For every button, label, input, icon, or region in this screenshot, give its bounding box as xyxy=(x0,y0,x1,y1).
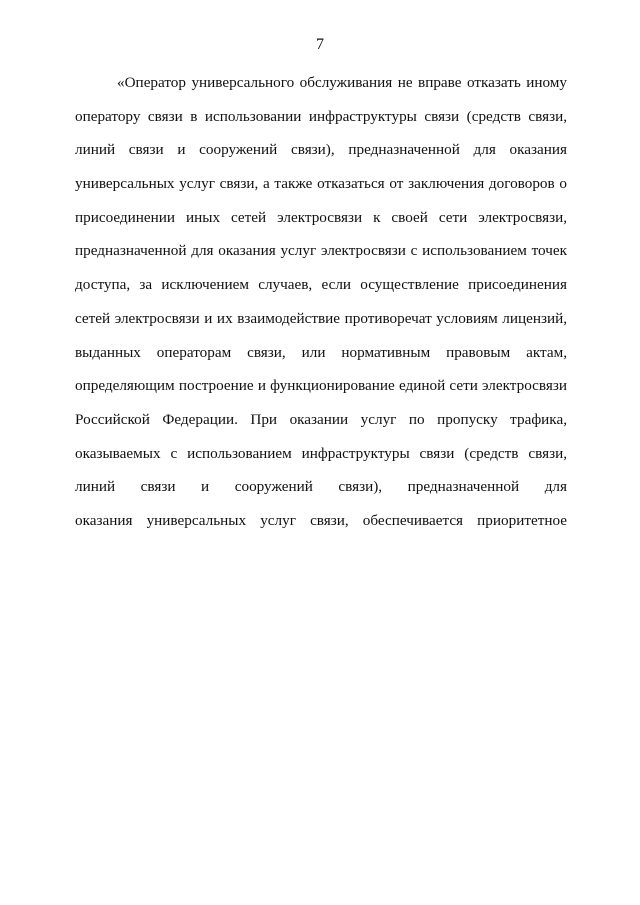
paragraph-line: Российской Федерации. При оказании услуг по пропуску трафика, xyxy=(75,410,567,428)
paragraph-line: присоединении иных сетей электросвязи к своей сети электросвязи, xyxy=(75,208,567,226)
paragraph-line: оказания универсальных услуг связи, обеспечивается приоритетное xyxy=(75,511,567,529)
paragraph-line: универсальных услуг связи, а также отказаться от заключения договоров о xyxy=(75,175,567,193)
paragraph-line: линий связи и сооружений связи), предназначенной для оказания xyxy=(75,141,567,159)
paragraph-line: определяющим построение и функционирование единой сети электросвязи xyxy=(75,377,567,395)
paragraph-line: предназначенной для оказания услуг электросвязи с использованием точек xyxy=(75,242,567,260)
body-paragraph xyxy=(75,66,567,538)
paragraph-line: линий связи и сооружений связи), предназначенной для xyxy=(75,478,567,496)
page-number: 7 xyxy=(316,36,324,53)
paragraph-line: доступа, за исключением случаев, если осуществление присоединения xyxy=(75,276,567,294)
paragraph-line: оказываемых с использованием инфраструктуры связи (средств связи, xyxy=(75,444,567,462)
paragraph-line: сетей электросвязи и их взаимодействие противоречат условиям лицензий, xyxy=(75,309,567,327)
paragraph-line: выданных операторам связи, или нормативным правовым актам, xyxy=(75,343,567,361)
paragraph-line: оператору связи в использовании инфраструктуры связи (средств связи, xyxy=(75,107,567,125)
paragraph-line: «Оператор универсального обслуживания не вправе отказать иному xyxy=(117,74,567,91)
